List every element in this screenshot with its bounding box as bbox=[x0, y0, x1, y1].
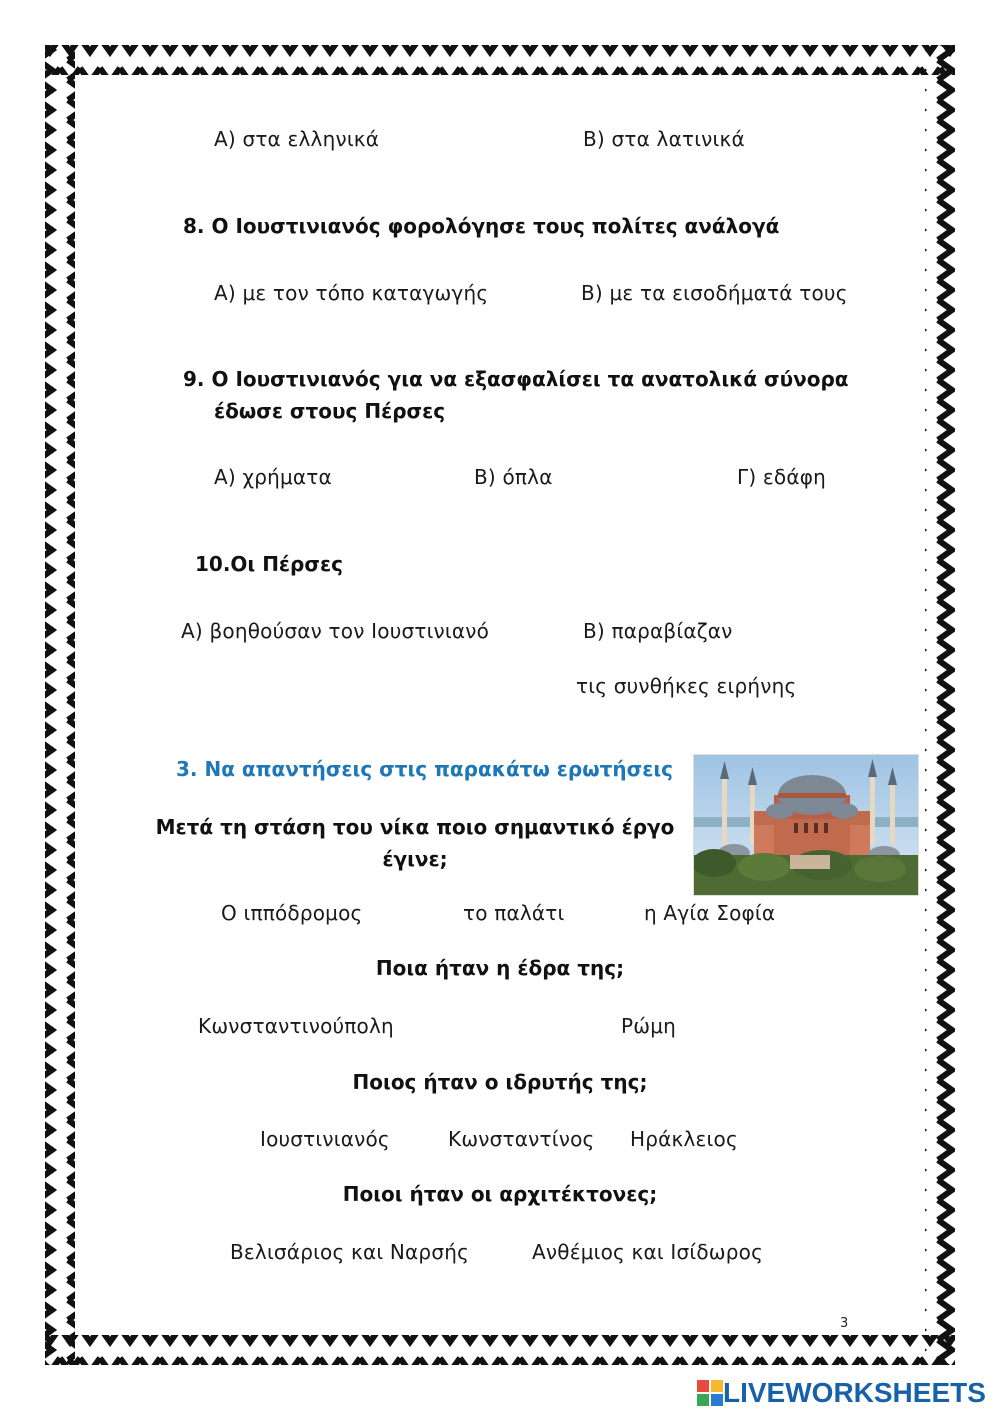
liveworksheets-wordmark: LIVEWORKSHEETS bbox=[723, 1377, 986, 1408]
q9-question-line2: έδωσε στους Πέρσες bbox=[214, 399, 446, 423]
s3-q3-question: Ποιος ήταν ο ιδρυτής της; bbox=[352, 1070, 648, 1094]
q8-option-b[interactable]: Β) με τα εισοδήματά τους bbox=[581, 281, 848, 305]
q10-option-b[interactable]: Β) παραβίαζαν bbox=[583, 619, 733, 643]
q9-option-a[interactable]: Α) χρήματα bbox=[214, 465, 332, 489]
s3-q1-option-2[interactable]: το παλάτι bbox=[463, 901, 565, 925]
liveworksheets-logo[interactable] bbox=[697, 1378, 986, 1408]
q9-option-c[interactable]: Γ) εδάφη bbox=[737, 465, 827, 489]
q10-option-a[interactable]: Α) βοηθούσαν τον Ιουστινιανό bbox=[181, 619, 490, 643]
page-number: 3 bbox=[840, 1316, 849, 1331]
s3-q1-line2: έγινε; bbox=[382, 847, 448, 871]
hagia-sophia-photo bbox=[693, 754, 919, 896]
s3-q4-question: Ποιοι ήταν οι αρχιτέκτονες; bbox=[342, 1182, 658, 1206]
s3-q2-question: Ποια ήταν η έδρα της; bbox=[375, 956, 625, 980]
q8-question: 8. Ο Ιουστινιανός φορολόγησε τους πολίτες ανάλογά bbox=[183, 214, 780, 238]
q9-option-b[interactable]: Β) όπλα bbox=[474, 465, 553, 489]
q10-option-b-continued[interactable]: τις συνθήκες ειρήνης bbox=[576, 674, 797, 698]
s3-q3-option-1[interactable]: Ιουστινιανός bbox=[260, 1127, 390, 1151]
s3-q2-option-2[interactable]: Ρώμη bbox=[621, 1014, 677, 1038]
q9-question-line1: 9. Ο Ιουστινιανός για να εξασφαλίσει τα ανατολικά σύνορα bbox=[183, 367, 849, 391]
s3-q1-option-1[interactable]: Ο ιππόδρομος bbox=[221, 901, 363, 925]
s3-q1-option-3[interactable]: η Αγία Σοφία bbox=[644, 901, 776, 925]
q10-question: 10.Οι Πέρσες bbox=[195, 552, 343, 576]
s3-q3-option-3[interactable]: Ηράκλειος bbox=[630, 1127, 738, 1151]
s3-q2-option-1[interactable]: Κωνσταντινούπολη bbox=[198, 1014, 394, 1038]
s3-q3-option-2[interactable]: Κωνσταντίνος bbox=[448, 1127, 595, 1151]
section-3-heading: 3. Να απαντήσεις στις παρακάτω ερωτήσεις bbox=[176, 757, 673, 781]
liveworksheets-logo-icon bbox=[697, 1380, 723, 1406]
q7-option-a[interactable]: Α) στα ελληνικά bbox=[214, 127, 380, 151]
s3-q1-line1: Μετά τη στάση του νίκα ποιο σημαντικό έργο bbox=[155, 815, 675, 839]
q7-option-b[interactable]: Β) στα λατινικά bbox=[583, 127, 745, 151]
s3-q4-option-1[interactable]: Βελισάριος και Ναρσής bbox=[230, 1240, 470, 1264]
q8-option-a[interactable]: Α) με τον τόπο καταγωγής bbox=[214, 281, 489, 305]
s3-q4-option-2[interactable]: Ανθέμιος και Ισίδωρος bbox=[532, 1240, 764, 1264]
